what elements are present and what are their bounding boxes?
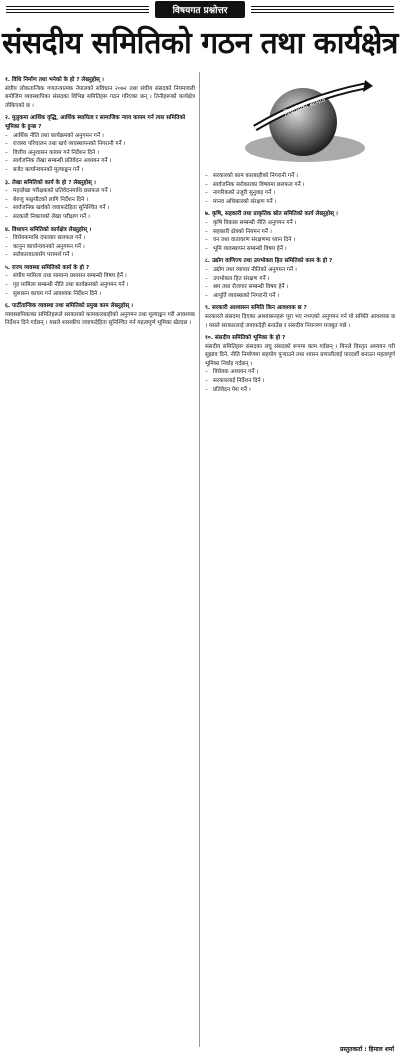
list-item: – विधेयक अध्ययन गर्ने ।	[205, 368, 395, 377]
question-heading: ७. कृषि, सहकारी तथा प्राकृतिक स्रोत समितिको कार्य लेख्नुहोस् ।	[205, 211, 338, 218]
list-item: – सरकारलाई निर्देशन दिने ।	[205, 377, 395, 386]
list-item: – संघीय मामिला तथा सामान्य प्रशासन सम्बन्धी विषय हेर्ने ।	[5, 272, 195, 281]
list-item: – कृषि विकास सम्बन्धी नीति अनुगमन गर्ने ।	[205, 219, 395, 228]
list-item: – सहकारी क्षेत्रको नियमन गर्ने ।	[205, 228, 395, 237]
paragraph: व्यवस्थापिकाका समितिहरूले सरकारको कामकारबाहीको अनुगमन तथा मूल्याङ्कन गरी आवश्यक निर्देशन दिने गर्दछन् । यसले शासकीय जवाफदेहिता सुनिश्चित गर्न महत्वपूर्ण भूमिका खेल्दछ ।	[5, 311, 195, 327]
column-divider	[199, 72, 200, 1047]
list-item: – आपूर्ति व्यवस्थाको निगरानी गर्ने ।	[205, 292, 395, 301]
globe-caption: विधायिकी समिति	[282, 95, 327, 118]
list-item: – सार्वजनिक लेखा सम्बन्धी प्रतिवेदन अध्ययन गर्ने ।	[5, 157, 195, 166]
list-item: – बजेट कार्यान्वयनको मूल्याङ्कन गर्ने ।	[5, 166, 195, 175]
section-label: विषयगत प्रश्नोत्तर	[155, 1, 246, 18]
list-item: – सरकारको काम कारबाहीको निगरानी गर्ने ।	[205, 172, 395, 181]
list-item: – वन तथा वातावरण संरक्षणमा ध्यान दिने ।	[205, 236, 395, 245]
list-item: – विधेयकमाथि दफावार छलफल गर्ने ।	[5, 234, 195, 243]
list-item: – मानव अधिकारको संरक्षण गर्ने ।	[205, 198, 395, 207]
left-column	[5, 72, 195, 1052]
list-item: – गृह मामिला सम्बन्धी नीति तथा कार्यक्रमको अनुगमन गर्ने ।	[5, 281, 195, 290]
list-item: – नागरिकको उजुरी सुनुवाइ गर्ने ।	[205, 189, 395, 198]
right-column	[205, 172, 395, 1052]
list-item: – सार्वजनिक सरोकारका विषयमा छलफल गर्ने ।	[205, 181, 395, 190]
header-rule-left	[6, 5, 149, 13]
list-item: – राजस्व परिचालन तथा खर्च व्यवस्थापनको निगरानी गर्ने ।	[5, 140, 195, 149]
list-item: – भूमि व्यवस्थापन सम्बन्धी विषय हेर्ने ।	[205, 245, 395, 254]
page-title: संसदीय समितिको गठन तथा कार्यक्षेत्र	[2, 26, 398, 61]
question-heading: २. मुलुकमा आर्थिक वृद्धि, आर्थिक स्थायित्व र सामाजिक न्याय कायम गर्न त्यस समितिको भूमिका के हुन्छ ?	[5, 115, 186, 130]
list-item: – महालेखा परीक्षकको प्रतिवेदनमाथि छलफल गर्ने ।	[5, 187, 195, 196]
list-item: – सरकारी निकायको लेखा परीक्षण गर्ने ।	[5, 213, 195, 222]
question-heading: १. विधि निर्माण तथा भनेको के हो ? लेख्नुहोस् ।	[5, 77, 104, 83]
question-heading: ८. उद्योग वाणिज्य तथा उपभोक्ता हित समितिको काम के हो ?	[205, 258, 333, 265]
globe-illustration	[225, 78, 375, 166]
list-item: – सुशासन कायम गर्न आवश्यक निर्देशन दिने ।	[5, 290, 195, 299]
paragraph: संसदीय समितिहरू संसदका लघु संसदको रूपमा काम गर्दछन् । यिनले विस्तृत अध्ययन गरी सुझाव दिने, नीति निर्माणमा सहयोग पुर्‍याउने तथा शासन प्रणालीलाई पारदर्शी बनाउन महत्वपूर्ण भूमिका निर्वाह गर्दछन् ।	[205, 343, 395, 367]
list-item: – बेरुजु फछ्र्यौटको लागि निर्देशन दिने ।	[5, 196, 195, 205]
question-heading: १०. संसदीय समितिको भूमिका के हो ?	[205, 335, 286, 342]
question-heading: ४. विधायन समितिको कार्यक्षेत्र लेख्नुहोस् ।	[5, 226, 92, 233]
question-heading: ६. पार्टीतान्त्रिक व्यवस्था तथा समितिको प्रमुख काम लेख्नुहोस् ।	[5, 303, 134, 310]
paragraph: संघीय लोकतान्त्रिक गणतन्त्रात्मक नेपालको संविधान २०७२ तथा संघीय संसदको नियमावली बमोजिम व्यवस्थापिका संसदका विभिन्न समितिहरू गठन गरिएका छन् । तिनीहरूको कार्यक्षेत्र तोकिएको छ ।	[5, 85, 195, 109]
list-item: – उद्योग तथा व्यापार नीतिको अनुगमन गर्ने ।	[205, 266, 395, 275]
list-item: – प्रतिवेदन पेश गर्ने ।	[205, 386, 395, 395]
paragraph: सरकारले संसदमा दिएका आश्वासनहरू पूरा भए नभएको अनुगमन गर्न यो समिति आवश्यक छ । यसले सरकारलाई जवाफदेही बनाउँछ र संसदीय नियन्त्रण मजबुत गर्छ ।	[205, 313, 395, 329]
list-item: – उपभोक्ता हित संरक्षण गर्ने ।	[205, 275, 395, 284]
header-rule-right	[251, 5, 394, 13]
list-item: – श्रम तथा रोजगार सम्बन्धी विषय हेर्ने ।	[205, 283, 395, 292]
list-item: – सरोकारवालासँग परामर्श गर्ने ।	[5, 251, 195, 260]
list-item: – कानुन कार्यान्वयनको अनुगमन गर्ने ।	[5, 243, 195, 252]
question-heading: ९. सरकारी आश्वासन समिति किन आवश्यक छ ?	[205, 305, 307, 312]
question-heading: ३. लेखा समितिको कार्य के हो ? लेख्नुहोस् ।	[5, 179, 96, 186]
list-item: – सार्वजनिक खर्चको जवाफदेहिता सुनिश्चित गर्ने ।	[5, 204, 195, 213]
question-heading: ५. राज्य व्यवस्था समितिको कार्य के हो ?	[5, 264, 90, 271]
list-item: – आर्थिक नीति तथा कार्यक्रमको अनुगमन गर्ने ।	[5, 132, 195, 141]
list-item: – वित्तीय अनुशासन कायम गर्न निर्देशन दिने ।	[5, 149, 195, 158]
section-header	[0, 0, 400, 18]
author-credit: प्रस्तुतकर्ता : हिमाल शर्मा	[339, 1046, 394, 1053]
